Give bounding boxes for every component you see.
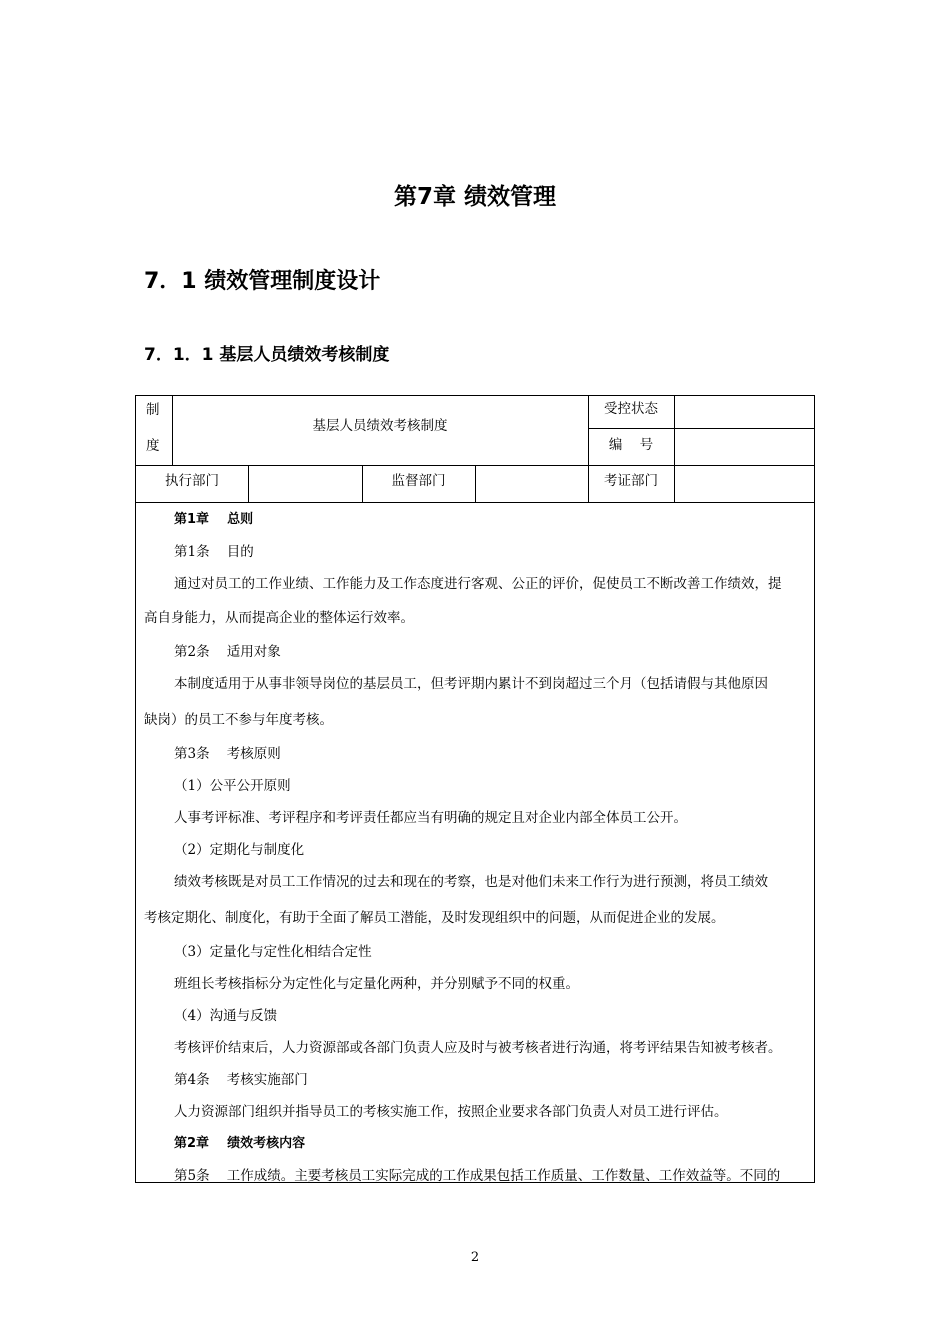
paragraph-line: 绩效考核既是对员工工作情况的过去和现在的考察，也是对他们未来工作行为进行预测，将员工绩效 <box>174 874 768 890</box>
grid-line <box>475 465 476 502</box>
paragraph-line: 本制度适用于从事非领导岗位的基层员工，但考评期内累计不到岗超过三个月（包括请假与其他原因 <box>174 676 768 692</box>
doc-name: 基层人员绩效考核制度 <box>312 418 448 434</box>
article-heading: 第1条 目的 <box>174 544 254 560</box>
principle-heading: （4）沟通与反馈 <box>174 1008 278 1024</box>
subsection-title: 7．1．1 基层人员绩效考核制度 <box>144 345 390 365</box>
paragraph-line: 人力资源部门组织并指导员工的考核实施工作，按照企业要求各部门负责人对员工进行评估。 <box>174 1104 728 1120</box>
control-status-label: 受控状态 <box>604 401 658 417</box>
grid-line <box>248 465 249 502</box>
paragraph-line: 通过对员工的工作业绩、工作能力及工作态度进行客观、公正的评价，促使员工不断改善工作绩效，提 <box>174 576 782 592</box>
label-du: 度 <box>146 438 160 454</box>
section-title: 7．1 绩效管理制度设计 <box>144 269 381 294</box>
article-heading: 第3条 考核原则 <box>174 746 281 762</box>
verify-dept-label: 考证部门 <box>604 473 658 489</box>
chapter-heading: 第1章 总则 <box>174 512 254 527</box>
number-label: 编 号 <box>608 437 654 453</box>
paragraph-line: 考核评价结束后，人力资源部或各部门负责人应及时与被考核者进行沟通，将考评结果告知被考核者。 <box>174 1040 782 1056</box>
paragraph-line: 班组长考核指标分为定性化与定量化两种，并分别赋予不同的权重。 <box>174 976 579 992</box>
grid-line <box>136 502 814 503</box>
paragraph-line: 第5条 工作成绩。主要考核员工实际完成的工作成果包括工作质量、工作数量、工作效益等。不同的 <box>174 1168 781 1184</box>
article-heading: 第2条 适用对象 <box>174 644 281 660</box>
paragraph-line: 高自身能力，从而提高企业的整体运行效率。 <box>144 610 414 626</box>
article-heading: 第4条 考核实施部门 <box>174 1072 308 1088</box>
principle-heading: （3）定量化与定性化相结合定性 <box>174 944 372 960</box>
chapter-heading: 第2章 绩效考核内容 <box>174 1136 306 1151</box>
page-number: 2 <box>470 1250 480 1265</box>
label-zhi: 制 <box>146 402 160 418</box>
paragraph-line: 人事考评标准、考评程序和考评责任都应当有明确的规定且对企业内部全体员工公开。 <box>174 810 687 826</box>
principle-heading: （1）公平公开原则 <box>174 778 291 794</box>
chapter-title: 第7章 绩效管理 <box>393 184 556 210</box>
supervise-dept-label: 监督部门 <box>391 473 446 489</box>
paragraph-line: 缺岗）的员工不参与年度考核。 <box>144 712 333 728</box>
exec-dept-label: 执行部门 <box>165 473 219 489</box>
paragraph-line: 考核定期化、制度化，有助于全面了解员工潜能，及时发现组织中的问题，从而促进企业的发展。 <box>144 910 725 926</box>
regulation-table <box>135 395 815 1183</box>
grid-line <box>674 396 675 502</box>
grid-line <box>588 428 814 429</box>
principle-heading: （2）定期化与制度化 <box>174 842 305 858</box>
